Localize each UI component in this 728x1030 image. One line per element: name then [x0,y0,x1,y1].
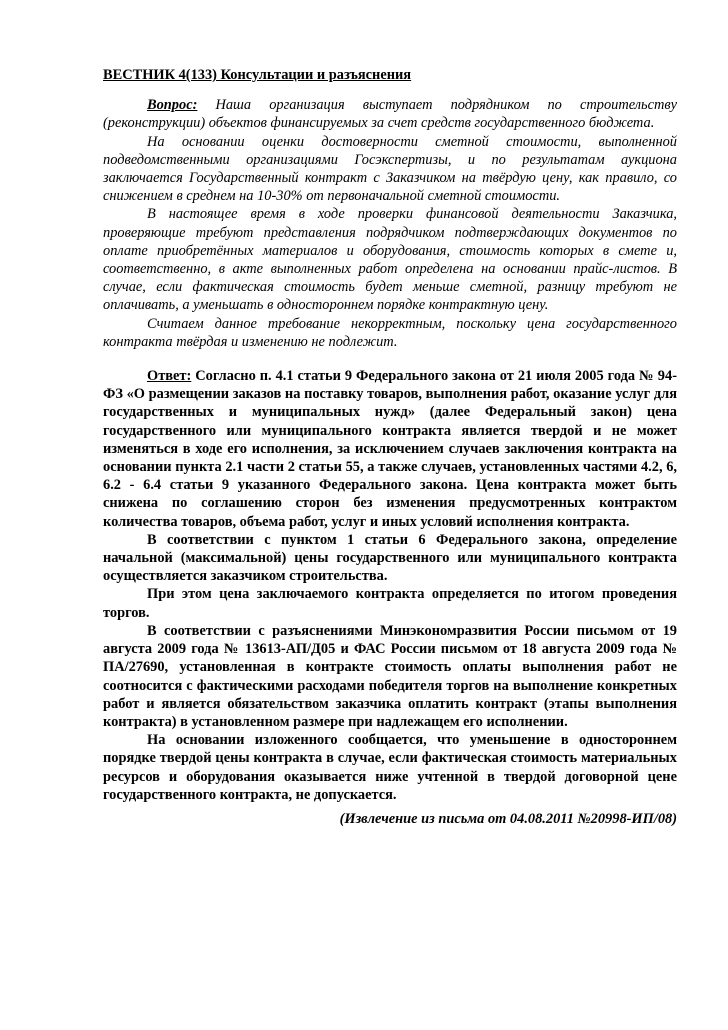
answer-paragraph-3: При этом цена заключаемого контракта определяется по итогом проведения торгов. [103,586,677,621]
question-section [103,96,677,351]
answer-paragraph-1 [103,367,677,531]
answer-paragraph-4: В соответствии с разъяснениями Минэкономразвития России письмом от 19 августа 2009 года № 13613-АП/Д05 и ФАС России письмом от 18 августа 2009 года № ПА/27690, установленная в контракте стоимость оплаты выполнения работ не соотносится с фактическими расходами победителя торгов на выполнение конкретных работ и является обязательством заказчика оплатить контракт (этапы выполнения контракта) в установленном размере при надлежащем его исполнении. [103,622,677,730]
document-page [103,66,677,828]
question-paragraph-3: В настоящее время в ходе проверки финансовой деятельности Заказчика, проверяющие требуют представления подрядчиком подтверждающих документов по оплате приобретённых материалов и оборудования, стоимость которых в смете и, соответственно, в акте выполненных работ определена на основании прайс-листов. В случае, если фактическая стоимость будет меньше сметной, разницу требуют не оплачивать, а уменьшать в одностороннем порядке контрактную цену. [103,206,677,314]
document-header: ВЕСТНИК 4(133) Консультации и разъяснения [103,67,412,83]
question-first-text: Наша организация выступает подрядником по строительству (реконструкции) объектов финансируемых за счет средств государственного бюджета. [103,97,677,132]
answer-label: Ответ: [147,368,192,385]
answer-first-text: Согласно п. 4.1 статьи 9 Федерального закона от 21 июля 2005 года № 94-ФЗ «О размещении заказов на поставку товаров, выполнения работ, оказание услуг для государственных и муниципальных нужд» (далее Федеральный закон) цена государственного или муниципального контракта является твердой и не может изменяться в ходе его исполнения, за исключением случаев заключения контракта на основании пункта 2.1 части 2 статьи 55, а также случаев, установленных частями 4.2, 6, 6.2 - 6.4 статьи 9 указанного Федерального закона. Цена контракта может быть снижена по соглашению сторон без изменения предусмотренных контрактом количества товаров, объема работ, услуг и иных условий исполнения контракта. [103,368,677,530]
question-paragraph-2: На основании оценки достоверности сметной стоимости, выполненной подведомственными организациями Госэкспертизы, и по результатам аукциона заключается Государственный контракт с Заказчиком на твёрдую цену, как правило, со снижением в среднем на 10-30% от первоначальной сметной стоимости. [103,133,677,205]
source-citation: (Извлечение из письма от 04.08.2011 №20998-ИП/08) [339,810,677,827]
answer-paragraph-2: В соответствии с пунктом 1 статьи 6 Федерального закона, определение начальной (максимальной) цены государственного или муниципального контракта осуществляется заказчиком строительства. [103,531,677,585]
question-label: Вопрос: [147,97,198,114]
answer-paragraph-5: На основании изложенного сообщается, что уменьшение в одностороннем порядке твердой цены контракта в случае, если фактическая стоимость материальных ресурсов и оборудования оказывается ниже учтенной в твердой договорной цене государственного контракта, не допускается. [103,732,677,803]
question-paragraph-1 [103,96,677,132]
question-paragraph-4: Считаем данное требование некорректным, поскольку цена государственного контракта твёрдая и изменению не подлежит. [103,315,677,350]
answer-section [103,367,677,804]
